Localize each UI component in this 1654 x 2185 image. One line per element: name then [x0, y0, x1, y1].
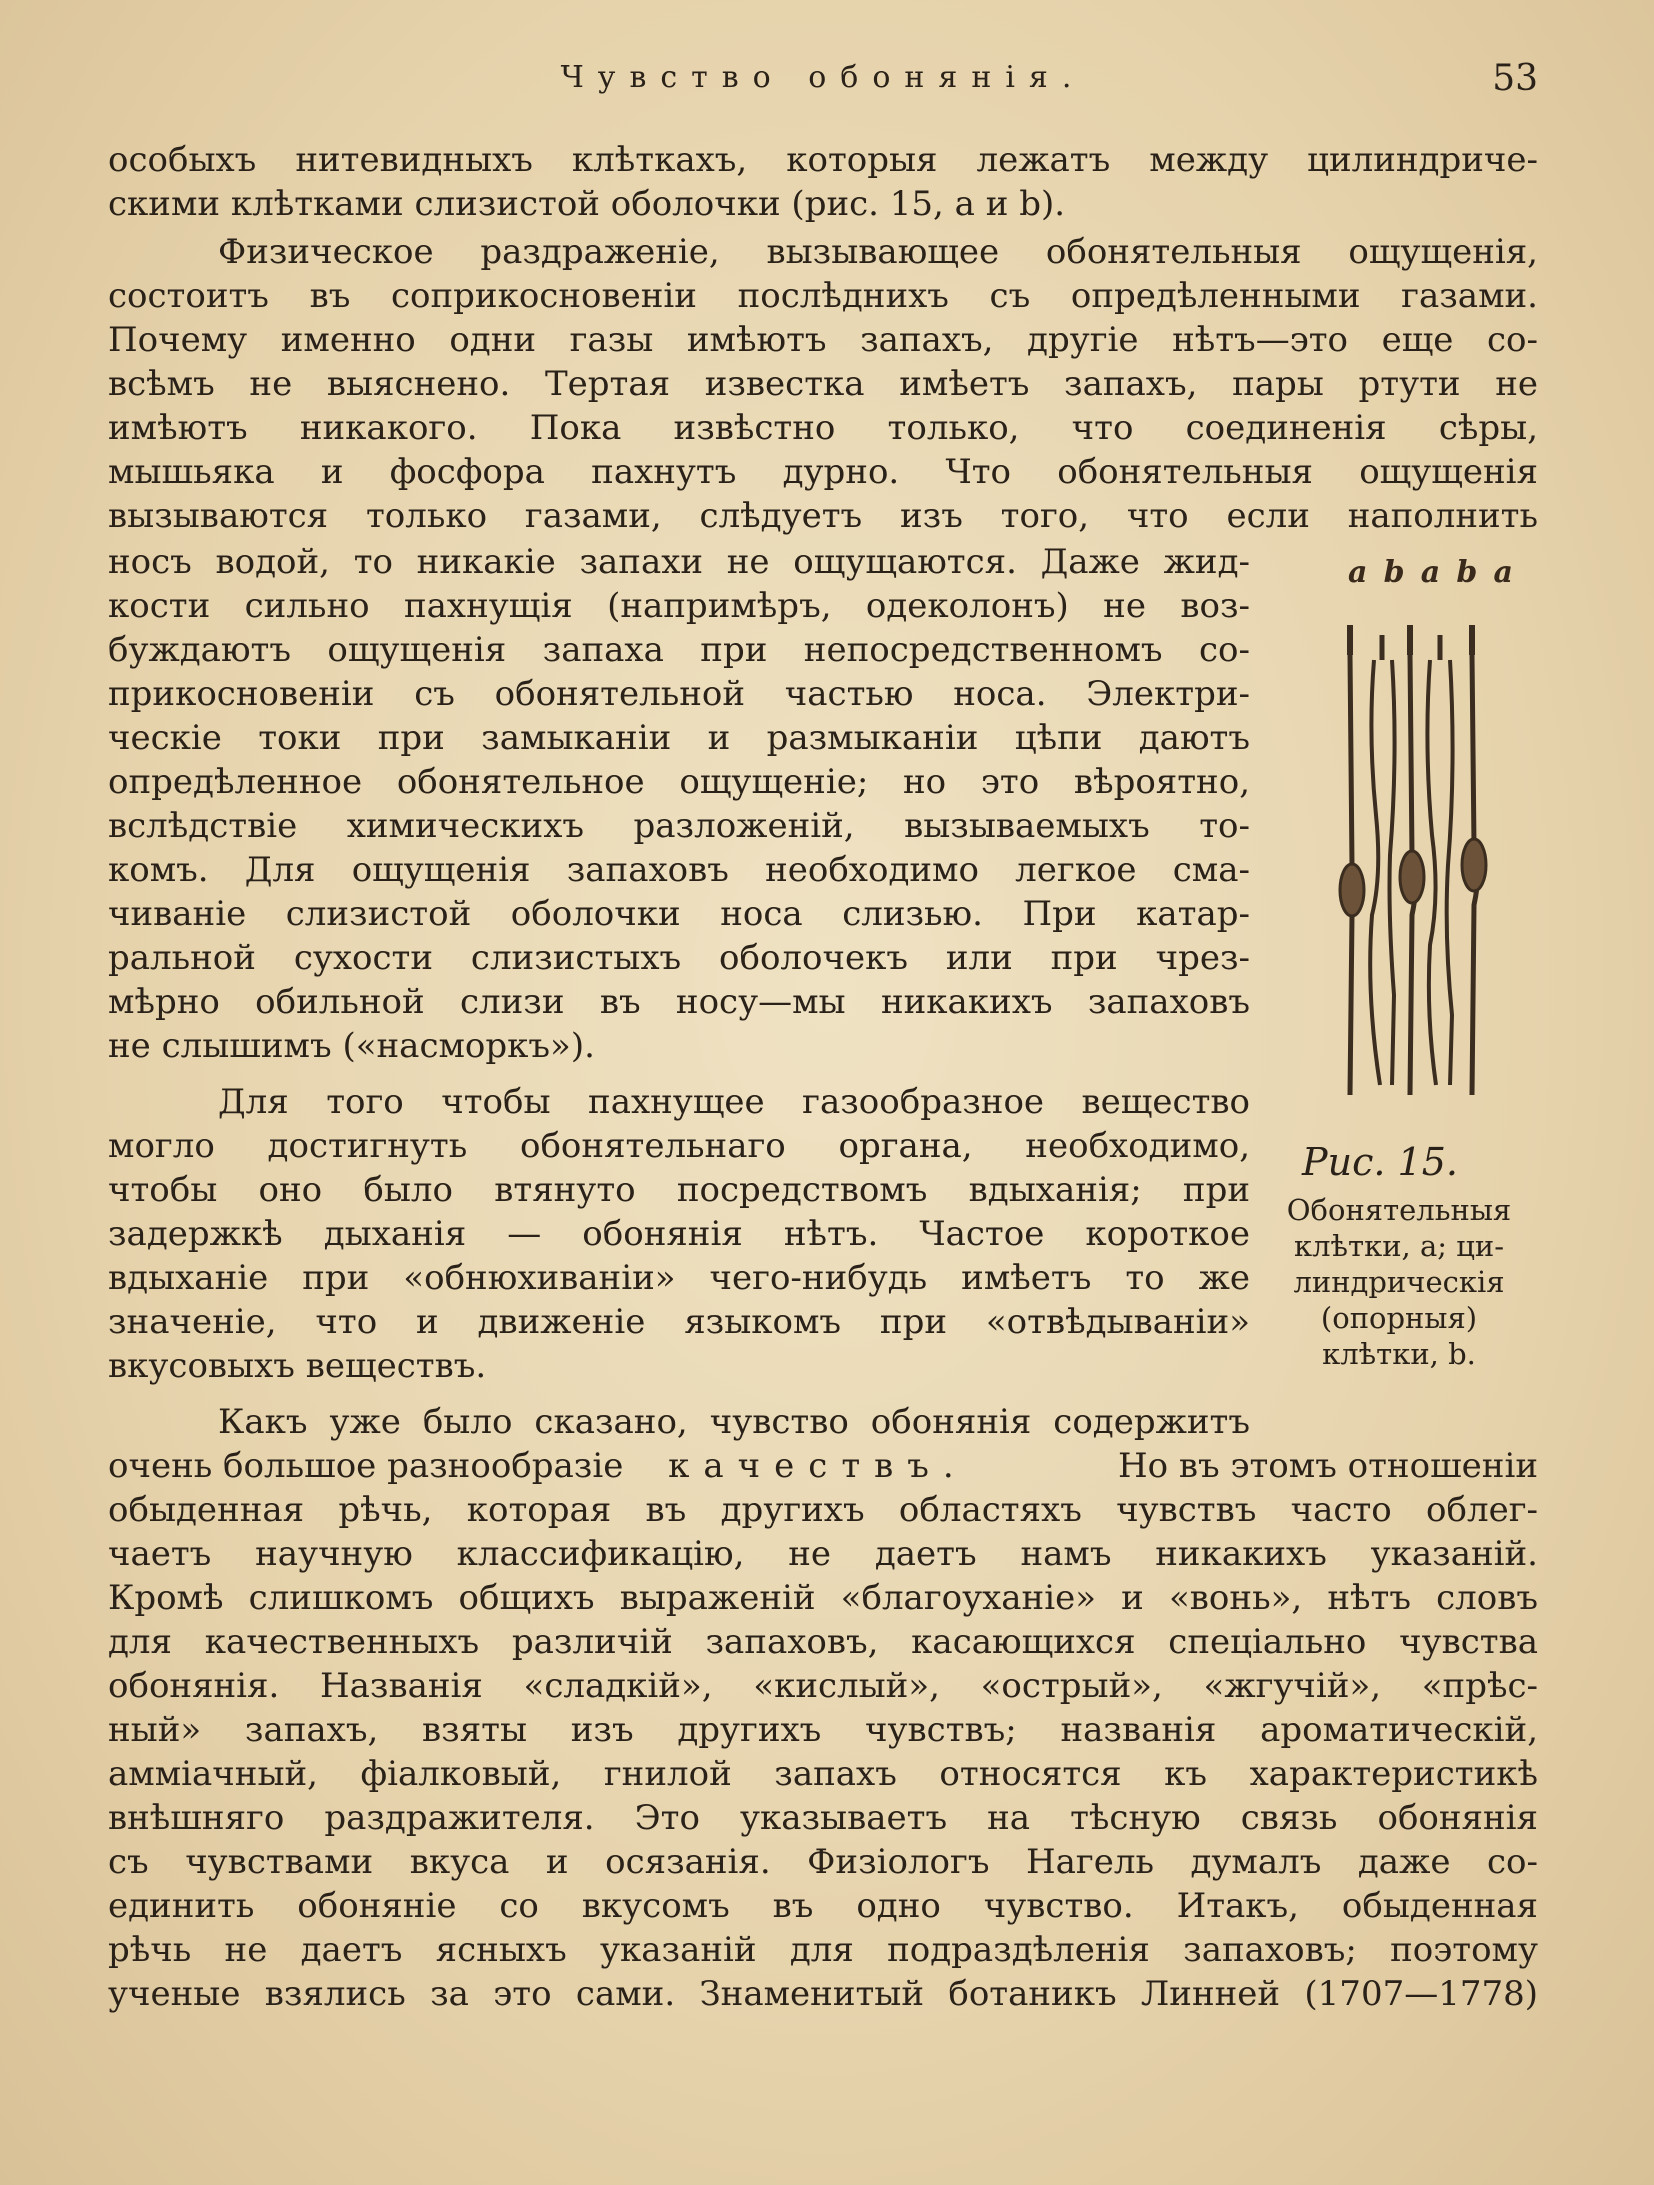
text-line: Кромѣ слишкомъ общихъ выраженій «благоуханіе» и «вонь», нѣтъ словъ — [108, 1578, 1538, 1618]
text-line: Какъ уже было сказано, чувство обонянія содержитъ — [218, 1402, 1250, 1442]
text-line: скими клѣтками слизистой оболочки (рис. 15, a и b). — [108, 184, 1066, 224]
running-title: Чувство обонянія. — [560, 60, 1086, 95]
text-line: ный» запахъ, взяты изъ другихъ чувствъ; названія ароматическій, — [108, 1710, 1538, 1750]
text-line: комъ. Для ощущенія запаховъ необходимо легкое сма- — [108, 850, 1250, 890]
text-line: носъ водой, то никакіе запахи не ощущаются. Даже жид- — [108, 542, 1250, 582]
text-line: не слышимъ («насморкъ»). — [108, 1026, 595, 1066]
emphasized-word: качествъ. — [668, 1446, 968, 1486]
figure-caption-title: Рис. 15. — [1302, 1140, 1458, 1184]
text-line: обонянія. Названія «сладкій», «кислый», «острый», «жгучій», «прѣс- — [108, 1666, 1538, 1706]
text-line: ученые взялись за это сами. Знаменитый ботаникъ Линней (1707—1778) — [108, 1974, 1538, 2014]
text-line: вкусовыхъ веществъ. — [108, 1346, 487, 1386]
text-line: мѣрно обильной слизи въ носу—мы никакихъ запаховъ — [108, 982, 1250, 1022]
text-line: единить обоняніе со вкусомъ въ одно чувство. Итакъ, обыденная — [108, 1886, 1538, 1926]
figure-caption-line: линдрическія — [1293, 1265, 1505, 1299]
text-line: буждаютъ ощущенія запаха при непосредственномъ со- — [108, 630, 1250, 670]
text-line: вдыханіе при «обнюхиваніи» чего-нибудь имѣетъ то же — [108, 1258, 1250, 1298]
text-line: мышьяка и фосфора пахнутъ дурно. Что обонятельныя ощущенія — [108, 452, 1538, 492]
figure-caption-line: (опорныя) — [1320, 1301, 1478, 1335]
figure-caption-line: Обонятельныя — [1286, 1193, 1512, 1227]
figure-caption-line: клѣтки, a; ци- — [1293, 1229, 1505, 1263]
text-line: ральной сухости слизистыхъ оболочекъ или при чрез- — [108, 938, 1250, 978]
text-line: чиваніе слизистой оболочки носа слизью. При катар- — [108, 894, 1250, 934]
text-line: вслѣдствіе химическихъ разложеній, вызываемыхъ то- — [108, 806, 1250, 846]
text-line: Физическое раздраженіе, вызывающее обонятельныя ощущенія, — [218, 232, 1538, 272]
text-segment: очень большое разнообразіе — [108, 1446, 624, 1486]
text-line: съ чувствами вкуса и осязанія. Физіологъ Нагель думалъ даже со- — [108, 1842, 1538, 1882]
label-a: a — [1493, 555, 1513, 590]
text-line: чтобы оно было втянуто посредствомъ вдыханія; при — [108, 1170, 1250, 1210]
text-line: состоитъ въ соприкосновеніи послѣднихъ съ опредѣленными газами. — [108, 276, 1538, 316]
text-line: рѣчь не даетъ ясныхъ указаній для подраздѣленія запаховъ; поэтому — [108, 1930, 1538, 1970]
text-line: значеніе, что и движеніе языкомъ при «отвѣдываніи» — [108, 1302, 1250, 1342]
text-line: опредѣленное обонятельное ощущеніе; но это вѣроятно, — [108, 762, 1250, 802]
text-line: для качественныхъ различій запаховъ, касающихся спеціально чувства — [108, 1622, 1538, 1662]
text-line: вызываются только газами, слѣдуетъ изъ того, что если наполнить — [108, 496, 1538, 536]
text-line: могло достигнуть обонятельнаго органа, необходимо, — [108, 1126, 1250, 1166]
text-line: Почему именно одни газы имѣютъ запахъ, другіе нѣтъ—это еще со- — [108, 320, 1538, 360]
page-number: 53 — [1492, 58, 1538, 99]
text-line: имѣютъ никакого. Пока извѣстно только, что соединенія сѣры, — [108, 408, 1538, 448]
figure-caption-line: клѣтки, b. — [1322, 1337, 1476, 1371]
text-line: внѣшняго раздражителя. Это указываетъ на тѣсную связь обонянія — [108, 1798, 1538, 1838]
text-line: задержкѣ дыханія — обонянія нѣтъ. Частое короткое — [108, 1214, 1250, 1254]
label-a: a — [1420, 555, 1441, 590]
text-line: кости сильно пахнущія (напримѣръ, одеколонъ) не воз- — [108, 586, 1250, 626]
text-line: ческіе токи при замыканіи и размыканіи цѣпи даютъ — [108, 718, 1250, 758]
label-a: a — [1348, 555, 1368, 590]
text-segment: Но въ этомъ отношеніи — [1117, 1446, 1538, 1486]
text-line: особыхъ нитевидныхъ клѣткахъ, которыя лежатъ между цилиндриче- — [108, 140, 1538, 180]
text-line: обыденная рѣчь, которая въ другихъ областяхъ чувствъ часто облег- — [108, 1490, 1538, 1530]
text-line: прикосновеніи съ обонятельной частью носа. Электри- — [108, 674, 1250, 714]
emphasis-line — [108, 1444, 1538, 1488]
label-b: b — [1383, 555, 1405, 590]
text-line: чаетъ научную классификацію, не даетъ намъ никакихъ указаній. — [108, 1534, 1538, 1574]
olfactory-cells-figure — [1262, 555, 1522, 1125]
text-line: Для того чтобы пахнущее газообразное вещество — [218, 1082, 1250, 1122]
cells-drawing — [1302, 615, 1502, 1115]
text-line: амміачный, фіалковый, гнилой запахъ относятся къ характеристикѣ — [108, 1754, 1538, 1794]
figure-labels — [1348, 555, 1513, 590]
running-head — [108, 58, 1538, 108]
text-line: всѣмъ не выяснено. Тертая известка имѣетъ запахъ, пары ртути не — [108, 364, 1538, 404]
label-b: b — [1456, 555, 1478, 590]
